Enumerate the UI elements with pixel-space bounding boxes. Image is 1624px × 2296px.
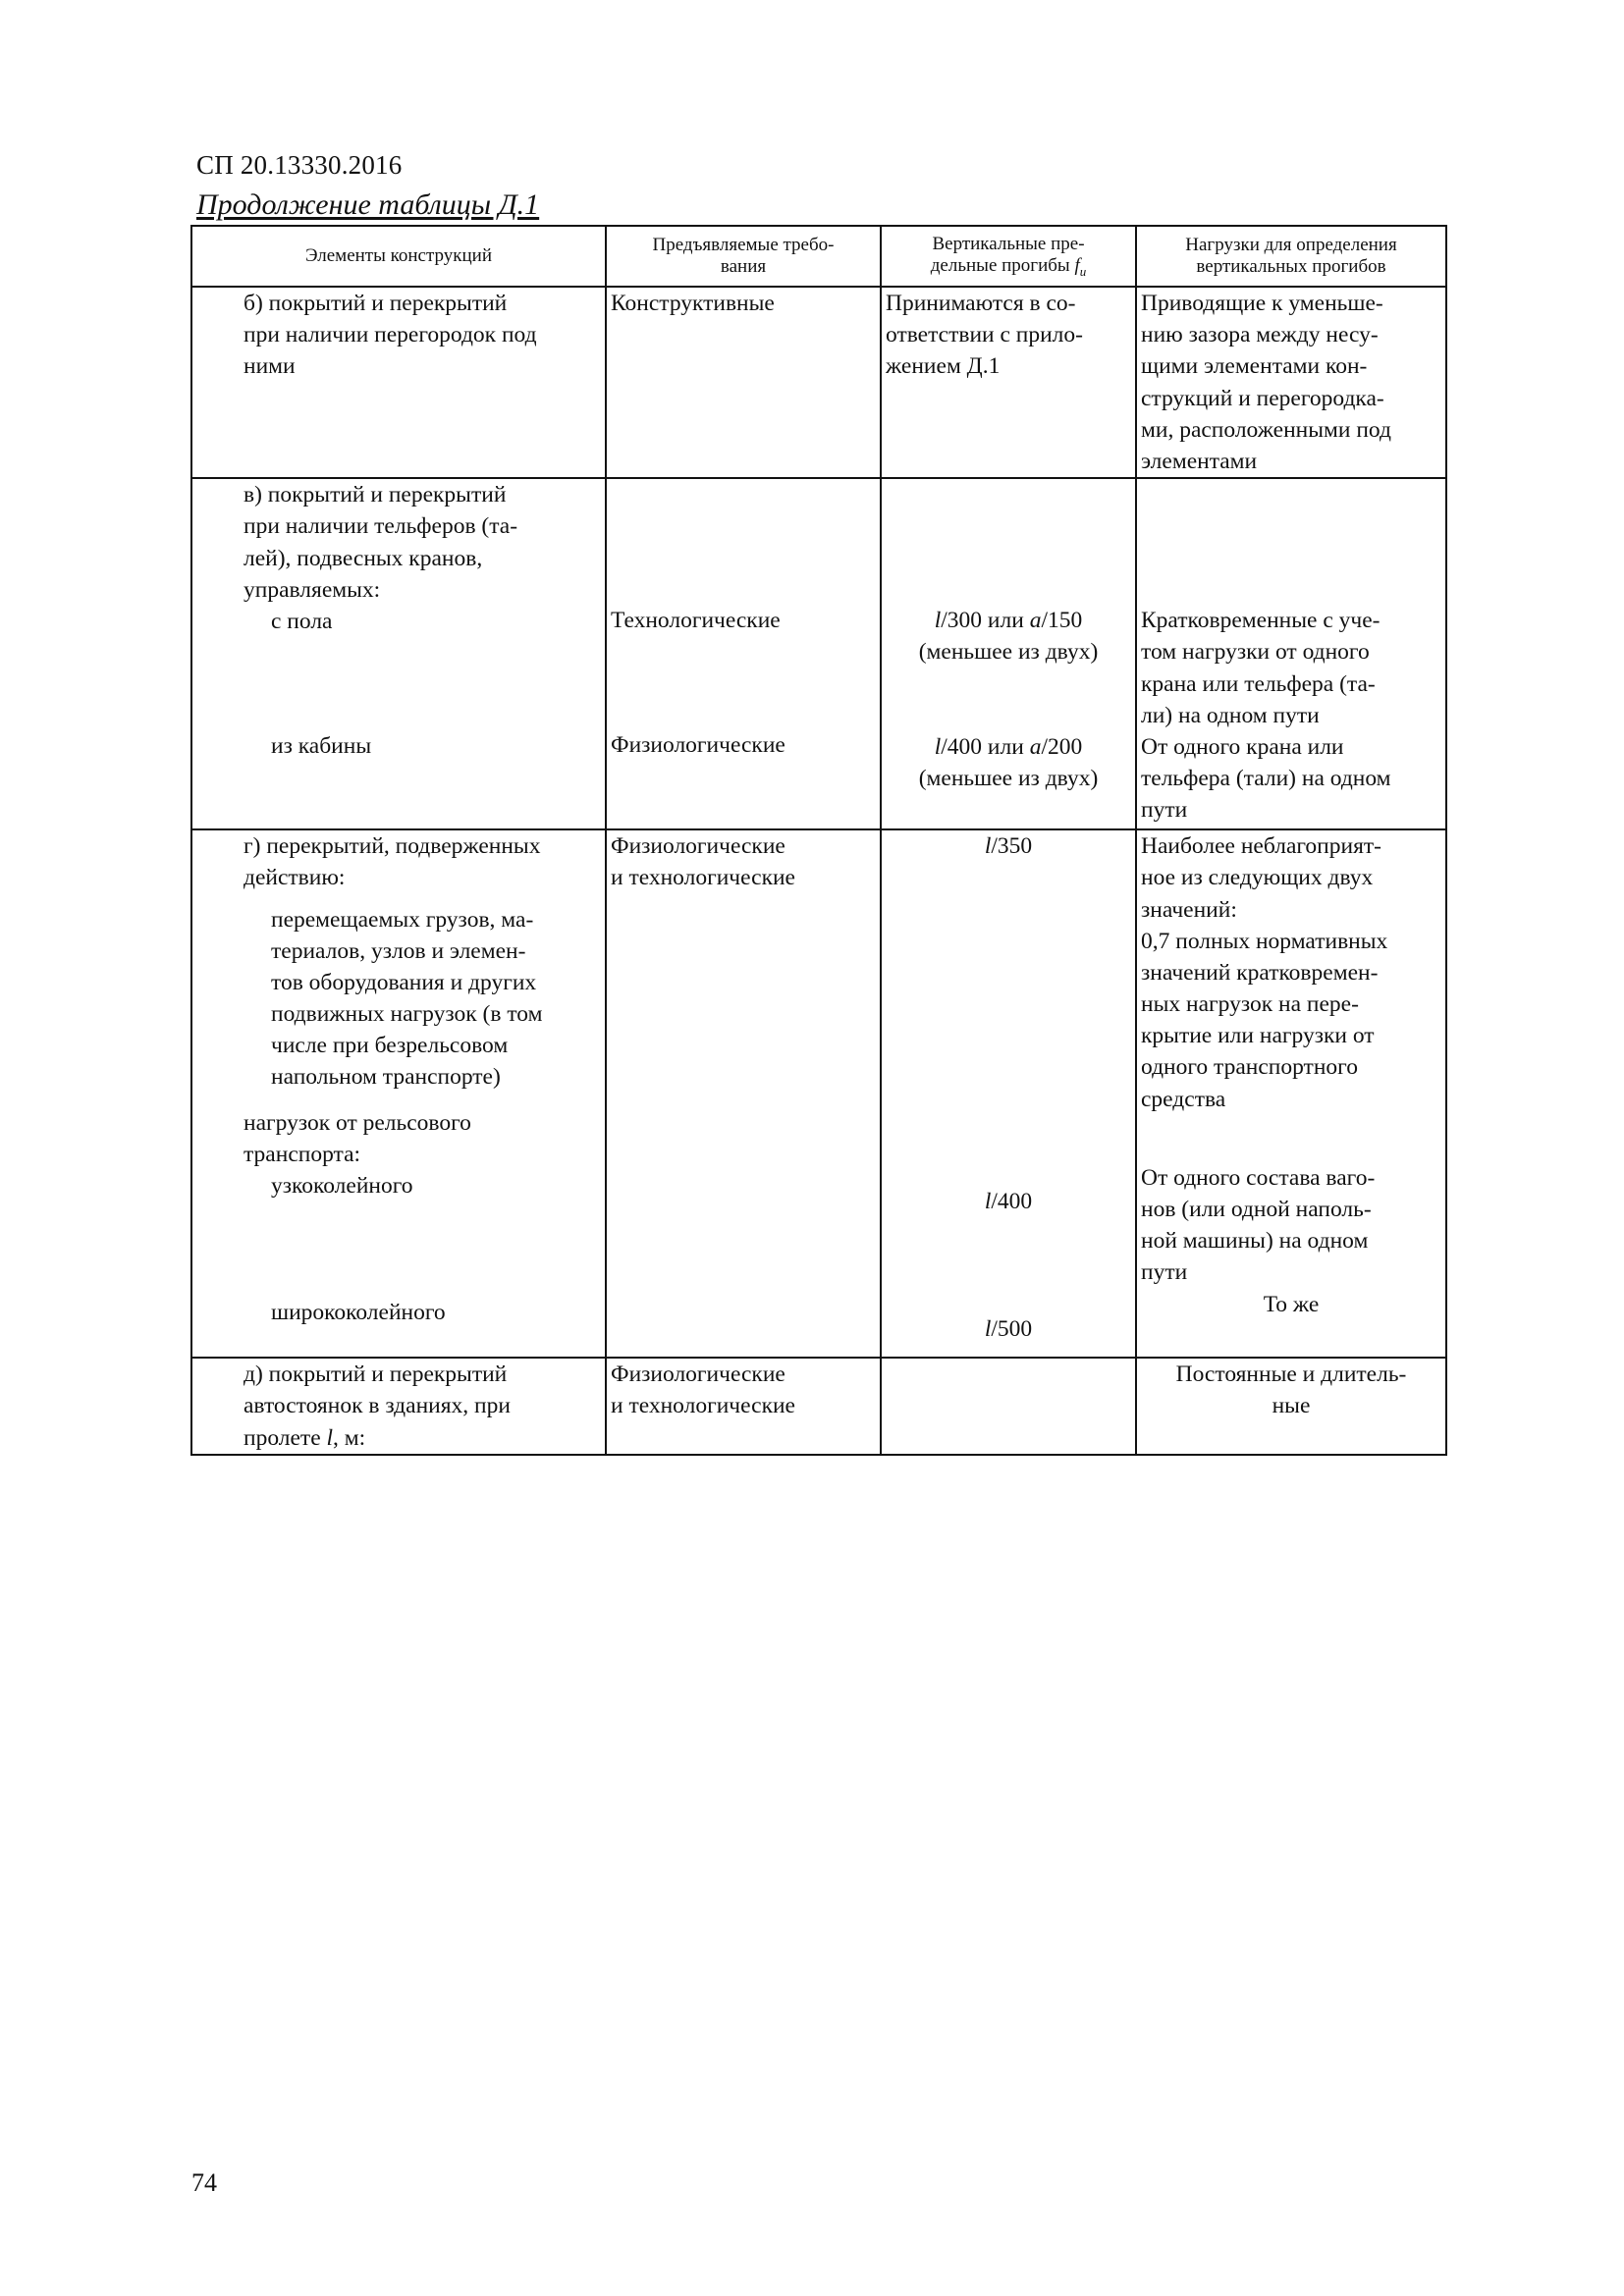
table-row bbox=[191, 1358, 1446, 1455]
table-header-row bbox=[191, 226, 1446, 287]
text-line: в) покрытий и перекрытий bbox=[244, 482, 507, 508]
text-line: пути bbox=[1141, 1259, 1188, 1286]
table-row bbox=[191, 829, 1446, 1358]
limit-floor-line: l/300 или a/150 bbox=[934, 608, 1083, 634]
spacer bbox=[886, 668, 1131, 731]
text-line: и технологические bbox=[611, 865, 795, 891]
text-line: Приводящие к уменьше- bbox=[1141, 291, 1383, 316]
text-line: ные bbox=[1272, 1393, 1311, 1419]
text-line: числе при безрельсовом bbox=[271, 1033, 509, 1059]
page-number: 74 bbox=[191, 2168, 217, 2197]
spacer bbox=[244, 1094, 601, 1107]
loads-cell bbox=[1136, 287, 1446, 478]
loads-cell bbox=[1136, 829, 1446, 1358]
header-line: Вертикальные пре- bbox=[932, 233, 1085, 254]
limit-floor-note: (меньшее из двух) bbox=[918, 639, 1099, 666]
header-line: Предъявляемые требо- bbox=[652, 235, 835, 256]
element-cell bbox=[191, 1358, 606, 1455]
table-row bbox=[191, 287, 1446, 478]
requirement-cell bbox=[606, 1358, 881, 1455]
limit-cell bbox=[881, 829, 1136, 1358]
header-line: дельные прогибы $f_u$ bbox=[930, 254, 1087, 279]
text-line: лей), подвесных кранов, bbox=[244, 545, 483, 571]
text-line: г) перекрытий, подверженных bbox=[244, 833, 541, 860]
text-line: Физиологические bbox=[611, 833, 785, 860]
spacer bbox=[1141, 479, 1441, 605]
text-line: От одного крана или bbox=[1141, 733, 1344, 760]
spacer bbox=[886, 862, 1131, 1186]
text-line: значений: bbox=[1141, 896, 1237, 923]
text-line: 0,7 полных нормативных bbox=[1141, 928, 1388, 954]
requirement-cell bbox=[606, 829, 881, 1358]
text-line: нагрузок от рельсового bbox=[244, 1109, 471, 1136]
text-line: Физиологические bbox=[611, 1362, 785, 1388]
limit-cell bbox=[881, 287, 1136, 478]
spacer bbox=[886, 1218, 1131, 1313]
limit-cell bbox=[881, 1358, 1136, 1455]
text-line: териалов, узлов и элемен- bbox=[271, 937, 526, 964]
column-header-loads bbox=[1136, 226, 1446, 287]
sub-item-cabin: из кабины bbox=[271, 733, 372, 760]
text-line: пути bbox=[1141, 797, 1188, 824]
text-line: ответствии с прило- bbox=[886, 322, 1083, 348]
text-line: ли) на одном пути bbox=[1141, 702, 1320, 728]
header-line: вертикальных прогибов bbox=[1196, 256, 1386, 277]
text-line: ной машины) на одном bbox=[1141, 1228, 1369, 1255]
text-line: ных нагрузок на пере- bbox=[1141, 991, 1359, 1018]
deflection-table bbox=[190, 225, 1447, 1456]
document-code: СП 20.13330.2016 bbox=[196, 150, 403, 180]
text-line: действию: bbox=[244, 865, 346, 891]
text-line: крытие или нагрузки от bbox=[1141, 1023, 1375, 1049]
spacer bbox=[611, 636, 876, 729]
limit-main: l/350 bbox=[984, 833, 1033, 860]
text-line: элементами bbox=[1141, 448, 1258, 474]
text-line: От одного состава ваго- bbox=[1141, 1164, 1376, 1191]
element-cell bbox=[191, 478, 606, 829]
text-line: средства bbox=[1141, 1086, 1226, 1112]
column-header-deflection bbox=[881, 226, 1136, 287]
text-line: при наличии перегородок под bbox=[244, 322, 537, 348]
text-line: струкций и перегородка- bbox=[1141, 385, 1384, 411]
text-line: жением Д.1 bbox=[886, 353, 1001, 380]
text-line: нию зазора между несу- bbox=[1141, 322, 1379, 348]
spacer bbox=[611, 479, 876, 605]
header-line: вания bbox=[720, 256, 767, 277]
requirement-floor: Технологические bbox=[611, 608, 781, 634]
element-cell bbox=[191, 829, 606, 1358]
requirement-cabin: Физиологические bbox=[611, 732, 785, 759]
text-line: д) покрытий и перекрытий bbox=[244, 1362, 508, 1388]
text-line: подвижных нагрузок (в том bbox=[271, 1001, 543, 1028]
table-row bbox=[191, 478, 1446, 829]
spacer bbox=[244, 894, 601, 904]
text-line: транспорта: bbox=[244, 1141, 361, 1167]
text-line: Наиболее неблагоприят- bbox=[1141, 833, 1381, 860]
text-line: пролете l, м: bbox=[244, 1424, 366, 1451]
text-line: и технологические bbox=[611, 1393, 795, 1419]
text-line: крана или тельфера (та- bbox=[1141, 670, 1376, 697]
text-line: щими элементами кон- bbox=[1141, 353, 1368, 380]
text-line: перемещаемых грузов, ма- bbox=[271, 906, 534, 933]
text-line: тов оборудования и других bbox=[271, 969, 537, 995]
loads-cell bbox=[1136, 478, 1446, 829]
column-header-label: Элементы конструкций bbox=[304, 245, 493, 267]
limit-narrow: l/400 bbox=[984, 1189, 1033, 1215]
text-line: при наличии тельферов (та- bbox=[244, 513, 518, 540]
text-line: управляемых: bbox=[244, 576, 381, 603]
element-cell bbox=[191, 287, 606, 478]
sub-item-floor: с пола bbox=[271, 608, 333, 634]
text-line: автостоянок в зданиях, при bbox=[244, 1393, 511, 1419]
text-line: б) покрытий и перекрытий bbox=[244, 291, 508, 316]
text-line: Постоянные и длитель- bbox=[1175, 1362, 1407, 1388]
sub-item-wide: ширококолейного bbox=[271, 1300, 446, 1326]
text-line: Кратковременные с уче- bbox=[1141, 608, 1380, 634]
limit-cell bbox=[881, 478, 1136, 829]
text-line: значений кратковремен- bbox=[1141, 959, 1379, 986]
text-line: тельфера (тали) на одном bbox=[1141, 766, 1391, 792]
text-line: том нагрузки от одного bbox=[1141, 639, 1370, 666]
spacer bbox=[244, 1201, 601, 1297]
spacer bbox=[1141, 1115, 1441, 1162]
sub-item-narrow: узкоколейного bbox=[271, 1173, 413, 1199]
requirement-cell bbox=[606, 478, 881, 829]
limit-cabin-note: (меньшее из двух) bbox=[918, 765, 1099, 791]
text-line: ми, расположенными под bbox=[1141, 416, 1391, 443]
spacer bbox=[244, 637, 601, 730]
table-caption: Продолжение таблицы Д.1 bbox=[196, 188, 540, 221]
text-line: ное из следующих двух bbox=[1141, 865, 1374, 891]
header-line: Нагрузки для определения bbox=[1185, 235, 1397, 256]
requirement-cell: Конструктивные bbox=[606, 287, 881, 478]
column-header-elements bbox=[191, 226, 606, 287]
text-line: нов (или одной наполь- bbox=[1141, 1197, 1372, 1222]
spacer bbox=[886, 479, 1131, 605]
limit-cabin-line: l/400 или a/200 bbox=[934, 733, 1083, 760]
text-line: одного транспортного bbox=[1141, 1054, 1358, 1081]
limit-wide: l/500 bbox=[984, 1315, 1033, 1342]
column-header-requirements bbox=[606, 226, 881, 287]
loads-wide: То же bbox=[1263, 1291, 1320, 1317]
loads-cell bbox=[1136, 1358, 1446, 1455]
text-line: Принимаются в со- bbox=[886, 291, 1076, 316]
text-line: напольном транспорте) bbox=[271, 1064, 501, 1091]
text-line: ними bbox=[244, 353, 296, 380]
